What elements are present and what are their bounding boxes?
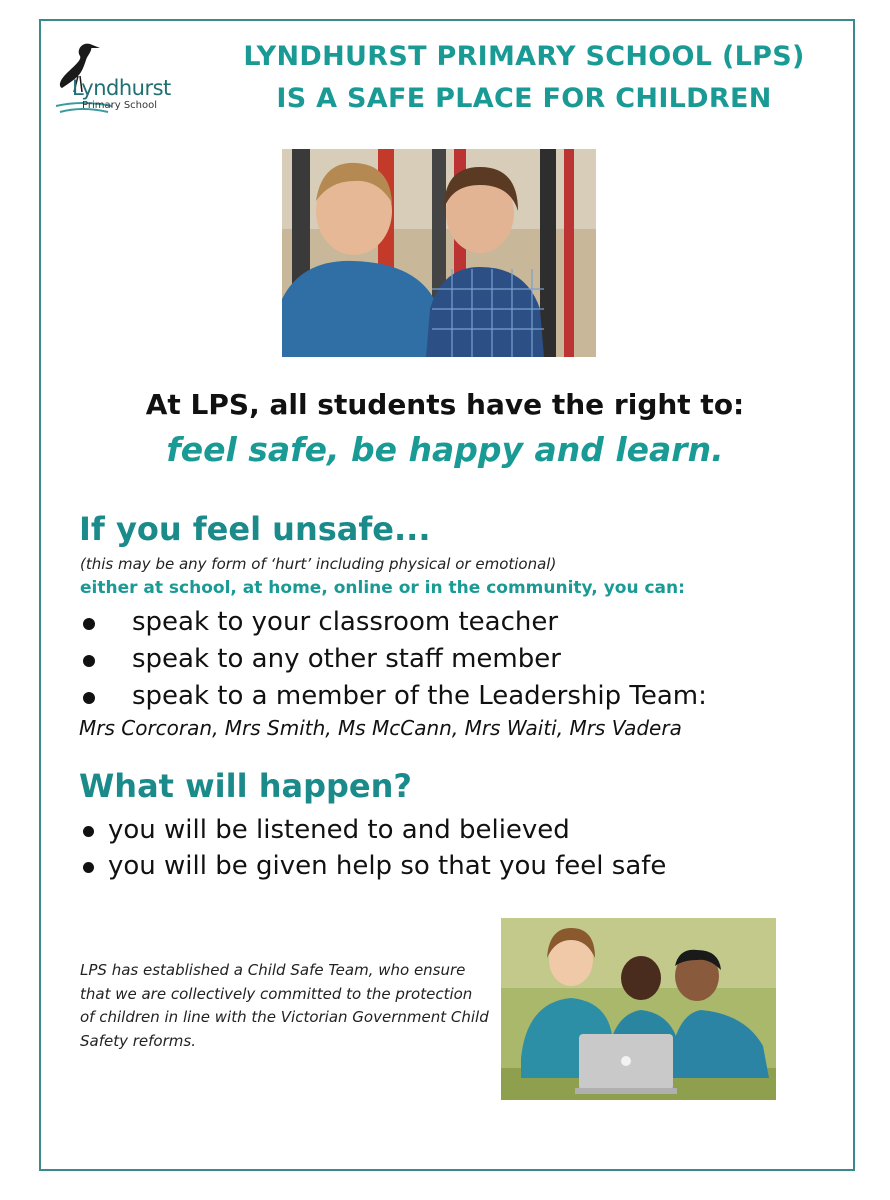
leadership-names: Mrs Corcoran, Mrs Smith, Ms McCann, Mrs Waiti, Mrs Vadera — [79, 716, 682, 740]
happen-text: you will be given help so that you feel safe — [108, 851, 667, 881]
photo-three-children-laptop — [501, 918, 776, 1100]
option-text: speak to any other staff member — [132, 644, 561, 674]
unsafe-options-list — [80, 604, 707, 715]
bullet-icon — [83, 862, 94, 873]
happen-heading: What will happen? — [79, 767, 412, 805]
option-text: speak to a member of the Leadership Team: — [132, 681, 707, 711]
list-item — [80, 678, 707, 715]
unsafe-heading: If you feel unsafe... — [79, 510, 431, 548]
happen-list — [80, 812, 666, 884]
happen-text: you will be listened to and believed — [108, 815, 570, 845]
list-item — [80, 848, 666, 884]
bullet-icon — [83, 692, 95, 704]
bullet-icon — [83, 826, 94, 837]
photo-two-children — [282, 149, 596, 357]
hurt-note: (this may be any form of ‘hurt’ including physical or emotional) — [80, 555, 557, 573]
title-line-2: IS A SAFE PLACE FOR CHILDREN — [276, 83, 772, 114]
bullet-icon — [83, 655, 95, 667]
logo-subtitle: Primary School — [82, 100, 158, 111]
list-item — [80, 812, 666, 848]
rights-intro: At LPS, all students have the right to: — [145, 388, 745, 421]
where-text: either at school, at home, online or in the community, you can: — [80, 578, 685, 598]
page-title — [200, 36, 848, 120]
list-item — [80, 641, 707, 678]
title-line-1: LYNDHURST PRIMARY SCHOOL (LPS) — [243, 41, 805, 72]
list-item — [80, 604, 707, 641]
bullet-icon — [83, 618, 95, 630]
rights-motto: feel safe, be happy and learn. — [166, 430, 724, 469]
child-safe-team-text: LPS has established a Child Safe Team, who ensure that we are collectively committed to the protection of children in line with the Victorian Government Child Safety reforms. — [80, 961, 489, 1050]
option-text: speak to your classroom teacher — [132, 607, 559, 637]
logo-name: Lyndhurst — [72, 76, 171, 100]
